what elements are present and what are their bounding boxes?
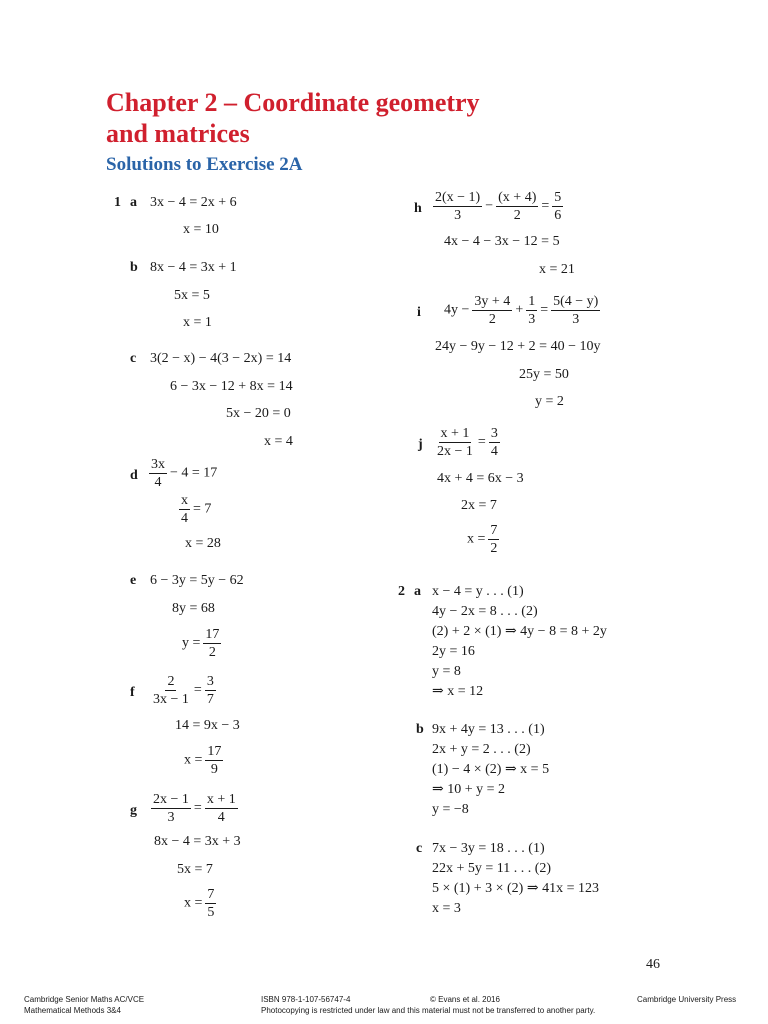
eq-1b-3: x = 1 bbox=[183, 315, 212, 330]
eq-1j-1: $\frac{x + 1}{2x - 1}$ = $\frac{3}{4}$ bbox=[437, 426, 498, 459]
eq-1g-1: $\frac{2x - 1}{3}$ = $\frac{x + 1}{4}$ bbox=[153, 792, 236, 825]
footer-book: Mathematical Methods 3&4 bbox=[24, 1006, 121, 1015]
eq-1a-1: 3x − 4 = 2x + 6 bbox=[150, 195, 237, 210]
part-label-1f: f bbox=[130, 685, 135, 700]
fraction: $\frac{17}{2}$ bbox=[205, 627, 220, 660]
fraction: $\frac{7}{2}$ bbox=[490, 523, 498, 556]
chapter-title: Chapter 2 – Coordinate geometry bbox=[106, 88, 480, 117]
fraction: $\frac{3}{4}$ bbox=[490, 426, 498, 459]
part-label-1c: c bbox=[130, 351, 137, 366]
eq-1e-3: y = $\frac{17}{2}$ bbox=[182, 627, 220, 660]
fraction: $\frac{3x}{4}$ bbox=[151, 457, 165, 490]
eq-1i-3: 25y = 50 bbox=[519, 367, 569, 382]
eq-line: y = 8 bbox=[432, 664, 461, 679]
question-number: 1 bbox=[114, 195, 121, 210]
eq-line: (1) − 4 × (2) ⇒ x = 5 bbox=[432, 762, 550, 777]
exercise-heading: Solutions to Exercise 2A bbox=[106, 154, 303, 175]
eq-line: 5 × (1) + 3 × (2) ⇒ 41x = 123 bbox=[432, 881, 599, 896]
part-label-2b: b bbox=[416, 722, 424, 737]
part-label-1i: i bbox=[417, 305, 421, 320]
eq-1h-1: $\frac{2(x - 1)}{3}$ − $\frac{(x + 4)}{2}$ = $\frac{5}{6}$ bbox=[435, 190, 562, 223]
eq-line: y = −8 bbox=[432, 802, 469, 817]
fraction: $\frac{2}{3x - 1}$ bbox=[153, 674, 189, 707]
eq-1c-3: 5x − 20 = 0 bbox=[226, 406, 291, 421]
part-label-1e: e bbox=[130, 573, 137, 588]
eq-1c-2: 6 − 3x − 12 + 8x = 14 bbox=[170, 379, 293, 394]
part-label-1a: a bbox=[130, 195, 137, 210]
eq-1i-4: y = 2 bbox=[535, 394, 564, 409]
eq-1e-1: 6 − 3y = 5y − 62 bbox=[150, 573, 244, 588]
part-label-2c: c bbox=[416, 841, 423, 856]
eq-line: x − 4 = y . . . (1) bbox=[432, 584, 524, 599]
footer-series: Cambridge Senior Maths AC/VCE bbox=[24, 995, 145, 1004]
eq-1d-1: $\frac{3x}{4}$ − 4 = 17 bbox=[151, 457, 218, 490]
fraction: $\frac{(x + 4)}{2}$ bbox=[498, 190, 537, 223]
footer-publisher: Cambridge University Press bbox=[637, 995, 737, 1004]
eq-line: 2x + y = 2 . . . (2) bbox=[432, 742, 531, 757]
eq-1j-2: 4x + 4 = 6x − 3 bbox=[437, 471, 524, 486]
eq-line: 9x + 4y = 13 . . . (1) bbox=[432, 722, 545, 737]
working-2b bbox=[432, 720, 549, 820]
eq-line: x = 3 bbox=[432, 901, 461, 916]
eq-1c-1: 3(2 − x) − 4(3 − 2x) = 14 bbox=[150, 351, 292, 366]
eq-line: 2y = 16 bbox=[432, 644, 475, 659]
eq-1d-3: x = 28 bbox=[185, 536, 221, 551]
footer-isbn: ISBN 978-1-107-56747-4 bbox=[261, 995, 351, 1004]
fraction: $\frac{5}{6}$ bbox=[554, 190, 562, 223]
eq-1a-2: x = 10 bbox=[183, 222, 219, 237]
part-label-1j: j bbox=[418, 437, 423, 452]
eq-line: 7x − 3y = 18 . . . (1) bbox=[432, 841, 545, 856]
eq-1i-2: 24y − 9y − 12 + 2 = 40 − 10y bbox=[435, 339, 601, 354]
chapter-title-line2: and matrices bbox=[106, 119, 250, 148]
page-number: 46 bbox=[646, 957, 660, 972]
part-label-1b: b bbox=[130, 260, 138, 275]
footer-copyright: © Evans et al. 2016 bbox=[430, 995, 500, 1004]
fraction: $\frac{x + 1}{2x - 1}$ bbox=[437, 426, 473, 459]
eq-1f-2: 14 = 9x − 3 bbox=[175, 718, 240, 733]
fraction: $\frac{3}{7}$ bbox=[206, 674, 214, 707]
working-2a bbox=[432, 582, 607, 702]
fraction: $\frac{5(4 - y)}{3}$ bbox=[553, 294, 599, 327]
fraction: $\frac{1}{3}$ bbox=[528, 294, 536, 327]
eq-1i-1: 4y − $\frac{3y + 4}{2}$ + $\frac{1}{3}$ = $\frac{5(4 - y)}{3}$ bbox=[444, 294, 599, 327]
eq-1g-4: x = $\frac{7}{5}$ bbox=[184, 887, 215, 920]
eq-1j-3: 2x = 7 bbox=[461, 498, 497, 513]
eq-1b-1: 8x − 4 = 3x + 1 bbox=[150, 260, 237, 275]
eq-1e-2: 8y = 68 bbox=[172, 601, 215, 616]
eq-1f-1: $\frac{2}{3x - 1}$ = $\frac{3}{7}$ bbox=[153, 674, 214, 707]
fraction: $\frac{2(x - 1)}{3}$ bbox=[435, 190, 481, 223]
eq-line: (2) + 2 × (1) ⇒ 4y − 8 = 8 + 2y bbox=[432, 624, 607, 639]
fraction: $\frac{x}{4}$ bbox=[181, 493, 188, 526]
part-label-1h: h bbox=[414, 201, 422, 216]
part-label-1d: d bbox=[130, 468, 138, 483]
fraction: $\frac{17}{9}$ bbox=[207, 744, 222, 777]
fraction: $\frac{x + 1}{4}$ bbox=[206, 792, 236, 825]
eq-line: ⇒ x = 12 bbox=[432, 684, 484, 699]
eq-1j-4: x = $\frac{7}{2}$ bbox=[467, 523, 498, 556]
eq-line: 4y − 2x = 8 . . . (2) bbox=[432, 604, 538, 619]
part-label-2a: a bbox=[414, 584, 421, 599]
fraction: $\frac{3y + 4}{2}$ bbox=[474, 294, 511, 327]
question-number: 2 bbox=[398, 584, 405, 599]
fraction: $\frac{7}{5}$ bbox=[207, 887, 215, 920]
eq-line: 22x + 5y = 11 . . . (2) bbox=[432, 861, 552, 876]
eq-1c-4: x = 4 bbox=[264, 434, 293, 449]
working-2c bbox=[432, 839, 599, 919]
eq-1g-2: 8x − 4 = 3x + 3 bbox=[154, 834, 241, 849]
eq-1h-2: 4x − 4 − 3x − 12 = 5 bbox=[444, 234, 560, 249]
eq-line: ⇒ 10 + y = 2 bbox=[432, 782, 506, 797]
eq-1h-3: x = 21 bbox=[539, 262, 575, 277]
fraction: $\frac{2x - 1}{3}$ bbox=[153, 792, 189, 825]
eq-1b-2: 5x = 5 bbox=[174, 288, 210, 303]
footer-notice: Photocopying is restricted under law and this material must not be transferred to another party. bbox=[261, 1006, 596, 1015]
eq-1g-3: 5x = 7 bbox=[177, 862, 213, 877]
eq-1d-2: $\frac{x}{4}$ = 7 bbox=[181, 493, 212, 526]
eq-1f-3: x = $\frac{17}{9}$ bbox=[184, 744, 222, 777]
part-label-1g: g bbox=[130, 803, 137, 818]
